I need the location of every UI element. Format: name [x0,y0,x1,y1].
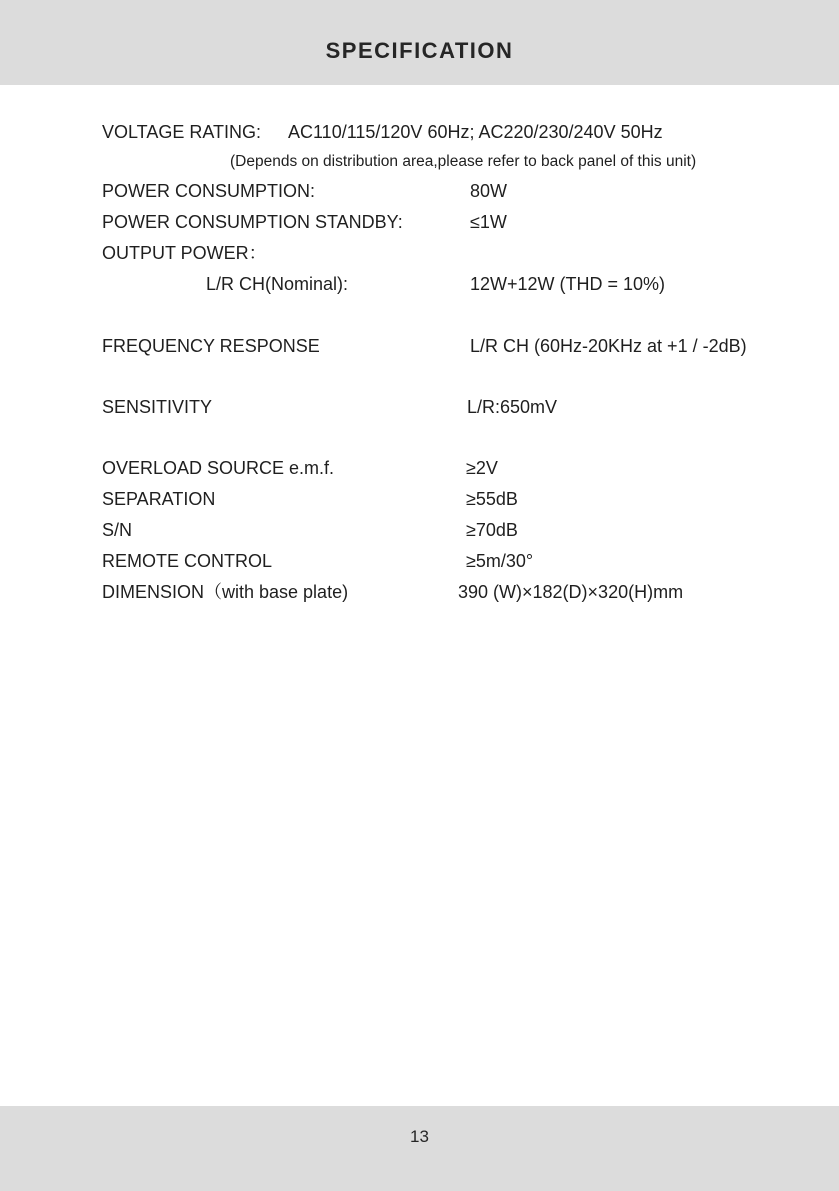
remote-control-value: ≥5m/30° [466,551,534,571]
voltage-rating-note: (Depends on distribution area,please refer to back panel of this unit) [230,153,697,170]
remote-control-label: REMOTE CONTROL [102,551,273,571]
sn-label: S/N [102,520,133,540]
frequency-response-value: L/R CH (60Hz-20KHz at +1 / -2dB) [470,336,747,356]
overload-label: OVERLOAD SOURCE e.m.f. [102,458,335,478]
power-standby-label: POWER CONSUMPTION STANDBY: [102,212,403,232]
overload-value: ≥2V [466,458,498,478]
frequency-response-label: FREQUENCY RESPONSE [102,336,320,356]
dimension-value: 390 (W)×182(D)×320(H)mm [458,582,684,602]
separation-label: SEPARATION [102,489,216,509]
power-consumption-label: POWER CONSUMPTION: [102,181,316,201]
output-power-label: OUTPUT POWER： [102,243,267,263]
separation-value: ≥55dB [466,489,518,509]
sensitivity-label: SENSITIVITY [102,397,213,417]
voltage-rating-label: VOLTAGE RATING: [102,122,262,142]
page-number: 13 [410,1127,429,1146]
dimension-label: DIMENSION（with base plate) [102,582,349,602]
voltage-rating-value: AC110/115/120V 60Hz; AC220/230/240V 50Hz [288,122,663,142]
sensitivity-value: L/R:650mV [467,397,558,417]
output-power-sub-value: 12W+12W (THD = 10%) [470,274,666,294]
output-power-sub-label: L/R CH(Nominal): [206,274,349,294]
sn-value: ≥70dB [466,520,518,540]
power-standby-value: ≤1W [470,212,507,232]
footer-band [0,1106,839,1191]
power-consumption-value: 80W [470,181,508,201]
page-title: SPECIFICATION [325,38,514,63]
